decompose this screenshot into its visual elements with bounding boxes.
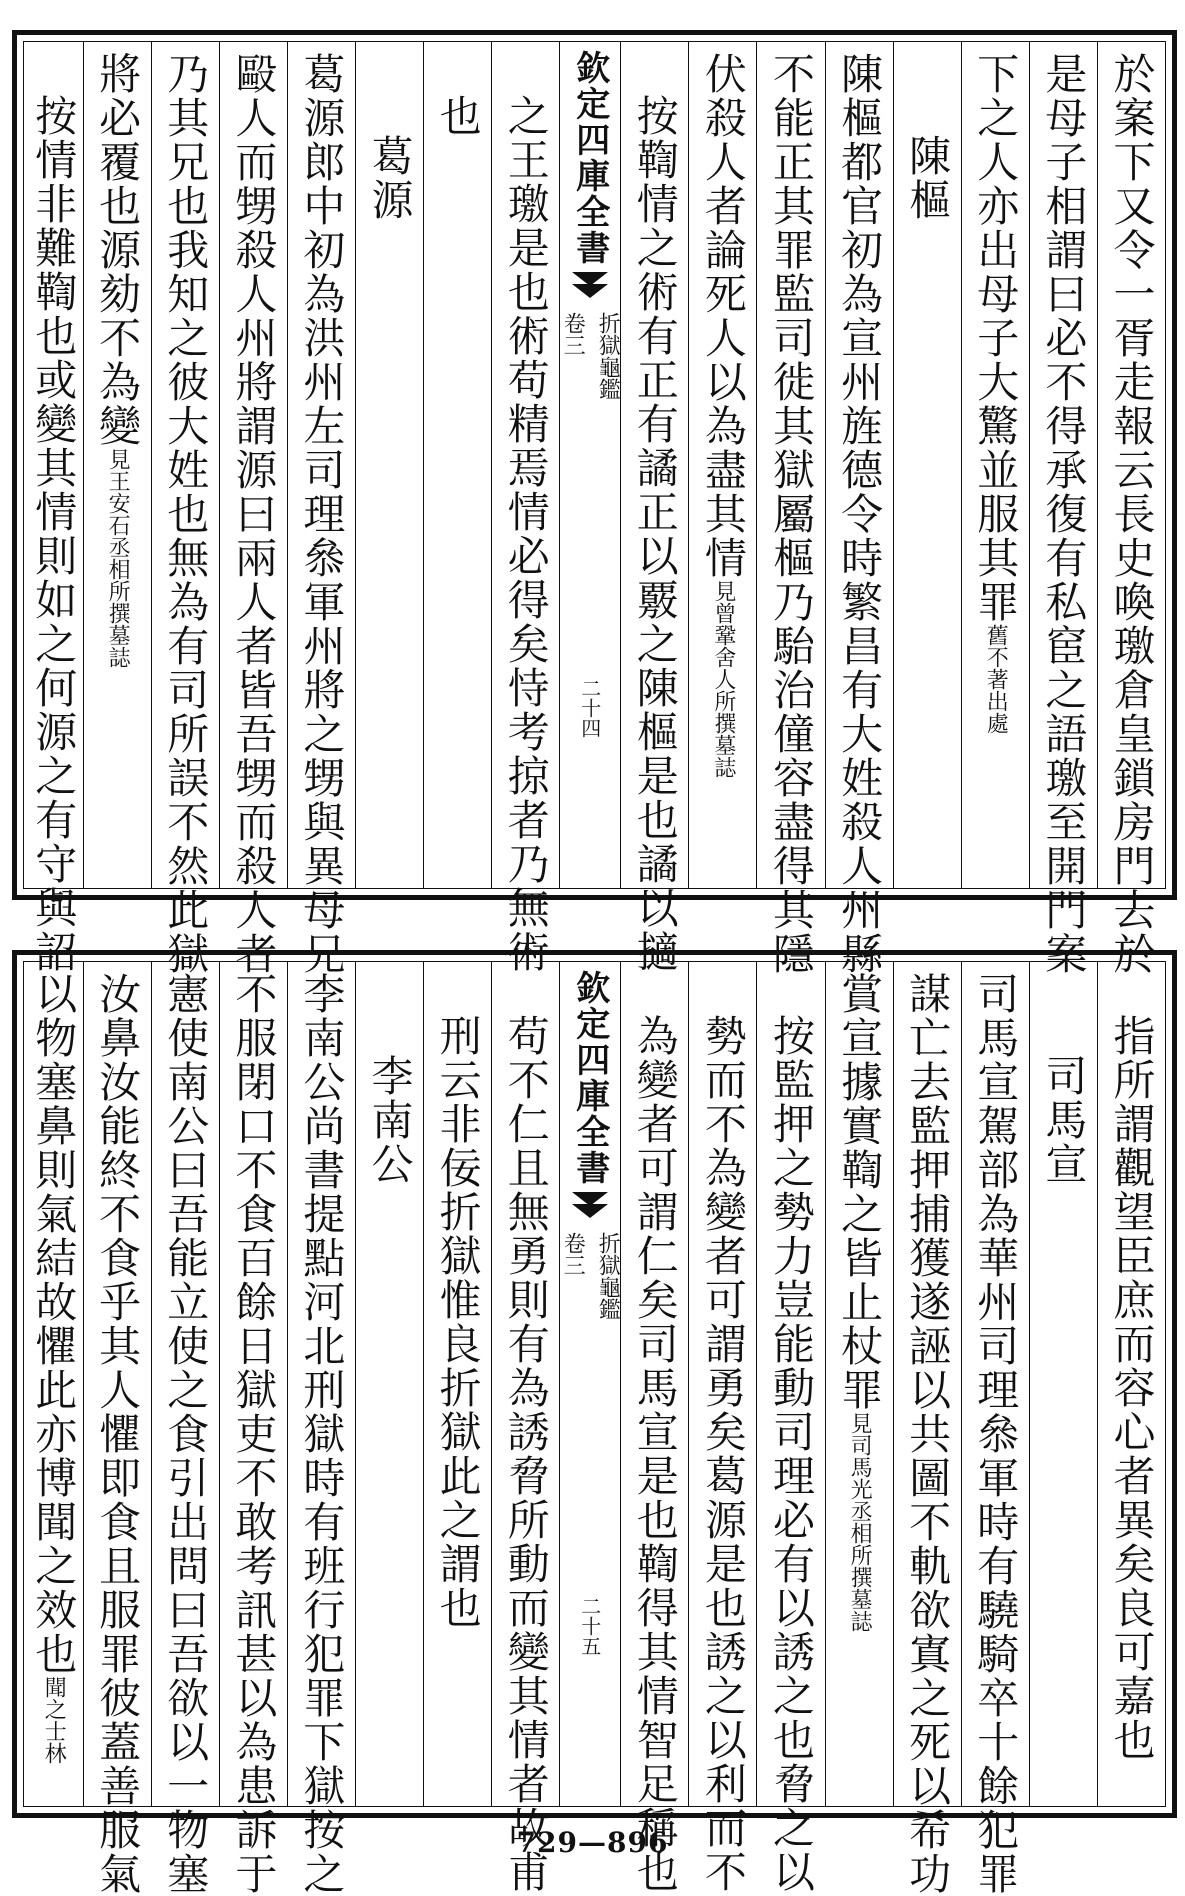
section-heading: 陳樞 [893,42,961,888]
text-column: 按監押之勢力豈能動司理必有以誘之也脅之以 [756,962,824,1806]
text-column: 按情非難鞫也或變其情則如之何源之有守與詔 [29,94,79,974]
section-heading: 司馬宣 [1029,962,1097,1806]
text-column: 是母子相謂曰必不得承復有私䆠之語璬至開門案 [1029,42,1097,888]
page-top [12,30,1177,976]
fish-tail-mark-icon [572,272,608,302]
text-column: 也 [423,42,491,888]
chapter-label: 折獄龜鑑 卷三 [560,312,621,400]
text-column: 不服閉口不食百餘日獄吏不敢考訊甚以為患訴于 [219,962,287,1806]
text-column: 將必覆也源劾不為變見王安石丞相所撰墓誌 [83,42,151,888]
text-column: 勢而不為變者可謂勇矣葛源是也誘之以利而不 [688,962,756,1806]
text-column: 伏殺人者論死人以為盡其情見曾鞏舍人所撰墓誌 [688,42,756,888]
text-column: 司馬宣駕部為華州司理叅軍時有驍騎卒十餘犯罪 [961,962,1029,1806]
text-column: 憲使南公曰吾能立使之食引出問曰吾欲以一物塞 [151,962,219,1806]
source-note: 見曾鞏舍人所撰墓誌 [710,580,736,778]
source-note: 見司馬光丞相所撰墓誌 [847,1412,873,1632]
source-note: 聞之士林 [41,1676,67,1764]
source-note: 舊不著出處 [983,624,1009,734]
text-column: 毆人而甥殺人州將謂源曰兩人者皆吾甥而殺人者 [219,42,287,888]
page-number: 二十四 [577,678,602,738]
page-top-frame [23,41,1166,976]
text-column: 刑云非佞折獄惟良折獄此之謂也 [423,962,491,1806]
text-column: 下之人亦出母子大驚並服其罪舊不著出處 [961,42,1029,888]
center-margin [559,962,620,1806]
page-number: 二十五 [577,1596,602,1656]
source-note: 見王安石丞相所撰墓誌 [105,448,131,668]
section-heading: 李南公 [355,962,423,1806]
text-column: 按鞫情之術有正有譎正以覈之陳樞是也譎以擿 [620,42,688,888]
text-column: 之王璬是也術苟精焉情必得矣恃考掠者乃無術 [491,42,559,888]
text-column: 以物塞鼻則氣結故懼此亦博聞之效也聞之士林 [29,972,79,1764]
page-top-columns [24,42,1165,976]
center-margin [559,42,620,888]
text-column: 指所謂觀望臣庶而容心者異矣良可嘉也 [1097,962,1165,1806]
text-column: 葛源郎中初為洪州左司理叅軍州將之甥與異母兄 [287,42,355,888]
text-column: 於案下又令一胥走報云長史喚璬倉皇鎖房門去於 [1097,42,1165,888]
page-footer-number: 729—896 [516,1826,669,1859]
fish-tail-mark-icon [572,1192,608,1222]
chapter-label: 折獄龜鑑 卷三 [560,1232,621,1320]
text-column: 汝鼻汝能終不食乎其人懼即食且服罪彼蓋善服氣 [83,962,151,1806]
text-column: 不能正其罪監司徙其獄屬樞乃駘治僮容盡得其隱 [756,42,824,888]
text-column: 李南公尚書提點河北刑獄時有班行犯罪下獄按之 [287,962,355,1806]
text-column: 乃其兄也我知之彼大姓也無為有司所誤不然此獄 [151,42,219,888]
text-column: 賞宣據實鞫之皆止杖罪見司馬光丞相所撰墓誌 [825,962,893,1806]
text-column: 謀亡去監押捕獲遂誣以共圖不軌欲寘之死以希功 [893,962,961,1806]
text-column: 陳樞都官初為宣州旌德令時繁昌有大姓殺人州縣 [825,42,893,888]
book-title: 欽定四庫全書 [569,970,610,1186]
section-heading: 葛源 [355,42,423,888]
text-column: 為變者可謂仁矣司馬宣是也鞫得其情智足稱也 [620,962,688,1806]
book-title: 欽定四庫全書 [569,50,610,266]
text-column: 苟不仁且無勇則有為誘脅所動而變其情者故甫 [491,962,559,1806]
